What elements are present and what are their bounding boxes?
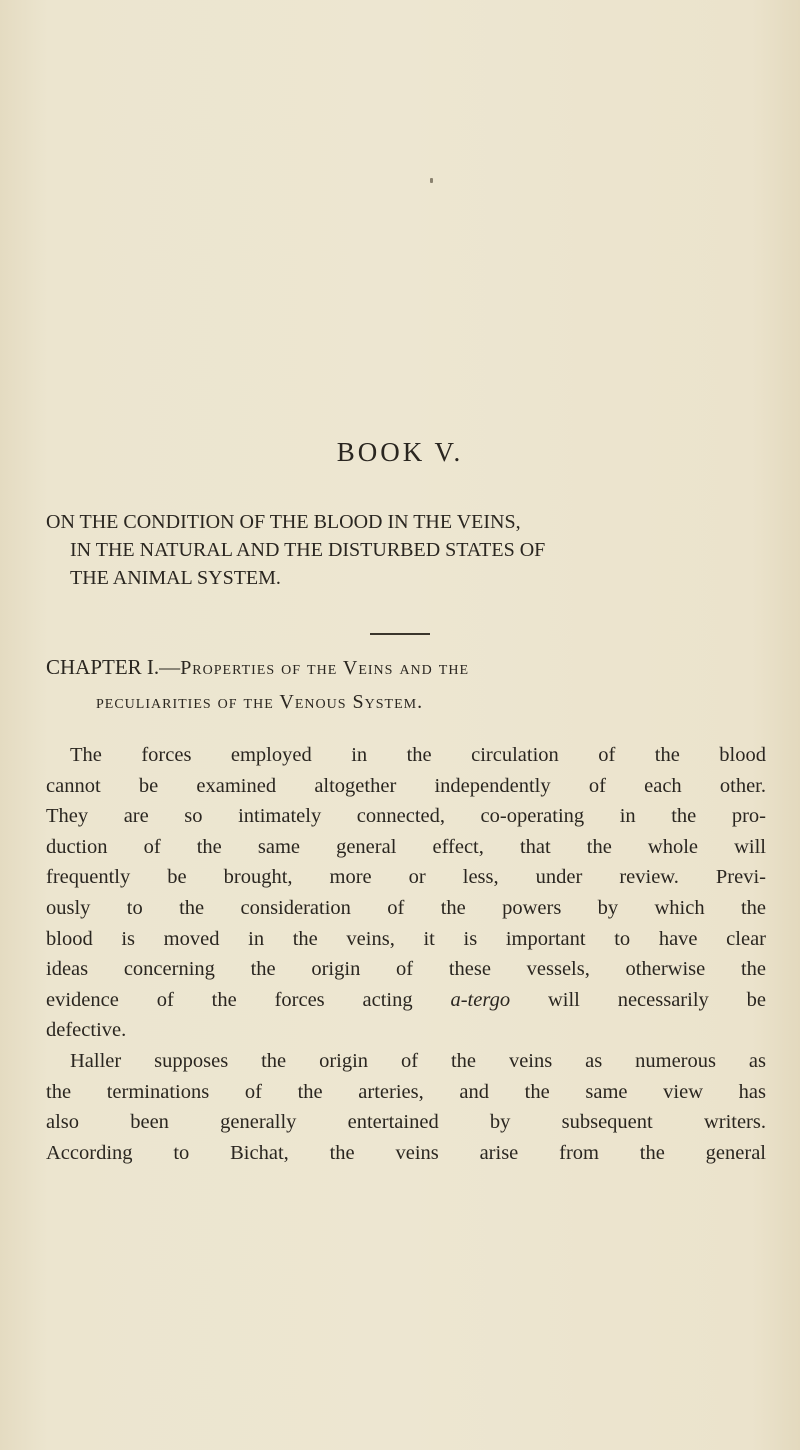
ink-speck (430, 178, 433, 183)
paragraph-2-line: Haller supposes the origin of the veins as numerous as (70, 1049, 766, 1072)
subtitle-line-2: IN THE NATURAL AND THE DISTURBED STATES OF (70, 539, 546, 561)
subtitle-line-1: ON THE CONDITION OF THE BLOOD IN THE VEINS, (46, 511, 521, 533)
paragraph-1-line: cannot be examined altogether independently of each other. (46, 774, 766, 797)
paragraph-1-line-italic (46, 985, 766, 1016)
paragraph-1-line: The forces employed in the circulation of the blood (70, 744, 766, 766)
chapter-title-part-1: Properties of the Veins and the (180, 657, 469, 679)
section-divider (370, 633, 430, 635)
paragraph-1-line: duction of the same general effect, that the whole will (46, 835, 766, 858)
paragraph-1-line: ideas concerning the origin of these vessels, otherwise the (46, 958, 766, 981)
book-subtitle (46, 508, 766, 592)
latin-term: a-tergo (450, 988, 511, 1011)
chapter-heading-line-1 (46, 650, 766, 685)
text-fragment: will necessarily be (510, 988, 766, 1011)
book-title: BOOK V. (336, 437, 464, 467)
text-fragment: evidence of the forces acting (46, 988, 451, 1011)
paragraph-1-line: ously to the consideration of the powers by which the (46, 896, 766, 919)
subtitle-line-3: THE ANIMAL SYSTEM. (70, 567, 281, 589)
paragraph-1-line: frequently be brought, more or less, under review. Previ- (46, 866, 766, 889)
chapter-title-part-2: peculiarities of the Venous System. (96, 691, 424, 713)
paragraph-2-line: also been generally entertained by subsequent writers. (46, 1111, 766, 1134)
chapter-heading (46, 650, 766, 719)
paragraph-1-line: They are so intimately connected, co-operating in the pro- (46, 805, 766, 828)
paragraph-1-last-line: defective. (46, 1019, 127, 1042)
chapter-number: CHAPTER I.— (46, 655, 181, 679)
body-text (46, 740, 766, 1168)
paragraph-2-line: According to Bichat, the veins arise from the general (46, 1141, 766, 1164)
paragraph-1-line: blood is moved in the veins, it is important to have clear (46, 927, 766, 950)
paragraph-2-line: the terminations of the arteries, and the same view has (46, 1080, 766, 1103)
